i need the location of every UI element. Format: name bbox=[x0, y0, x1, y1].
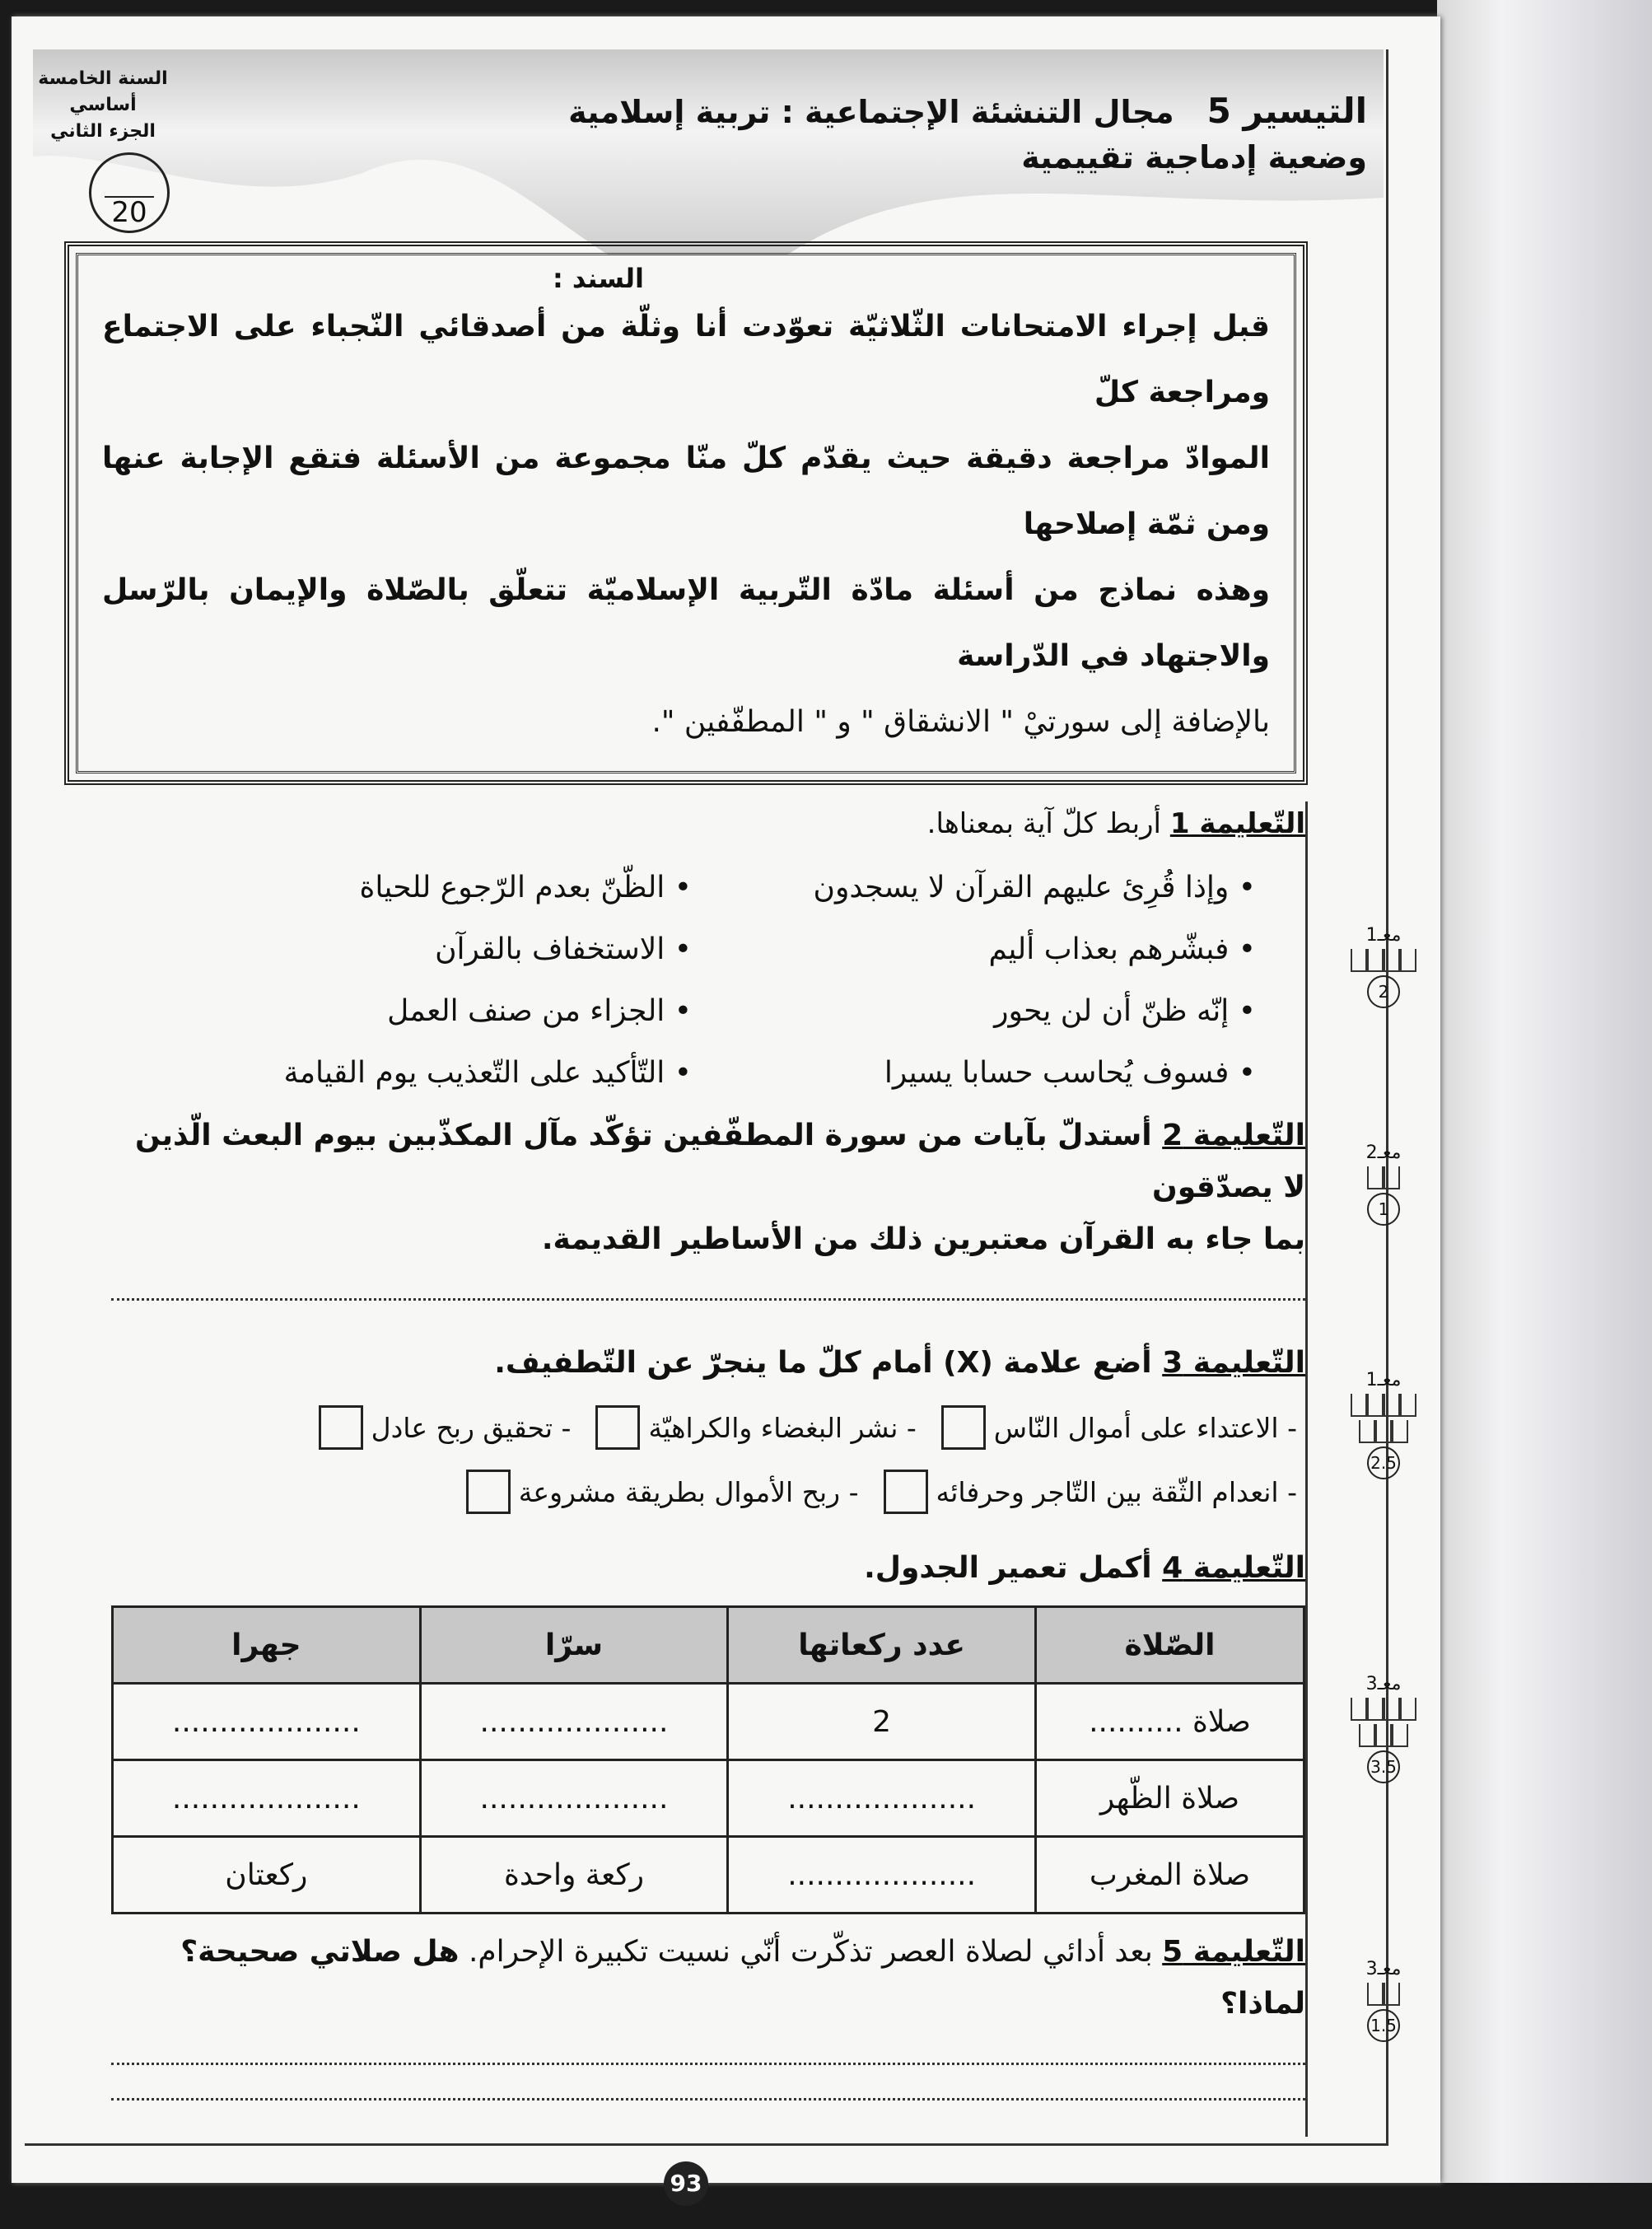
meaning-item[interactable]: • التّأكيد على التّعذيب يوم القيامة bbox=[283, 1056, 692, 1091]
page-number: 93 bbox=[664, 2161, 708, 2206]
passage-line: الموادّ مراجعة دقيقة حيث يقدّم كلّ منّا مجموعة من الأسئلة فتقع الإجابة عنها ومن ثمّة إصلاحها bbox=[102, 442, 1270, 541]
criterion-mark: معـ1 2.5 bbox=[1338, 1370, 1429, 1479]
q2-section bbox=[111, 1110, 1402, 1337]
q2-instruction: التّعليمة 2 أستدلّ بآيات من سورة المطفّفين تؤكّد مآل المكذّبين بيوم البعث الّذين لا يصدّقون bbox=[135, 1119, 1305, 1205]
q1-instruction: التّعليمة 1 أربط كلّ آية بمعناها. bbox=[926, 807, 1305, 840]
q4-section bbox=[111, 1542, 1402, 1926]
verse-item[interactable]: • وإذا قُرِئ عليهم القرآن لا يسجدون bbox=[813, 871, 1256, 905]
level-block bbox=[33, 66, 173, 145]
criterion-mark: معـ2 1 bbox=[1338, 1143, 1429, 1226]
checkbox[interactable] bbox=[941, 1405, 986, 1450]
q3-options bbox=[111, 1389, 1305, 1530]
criterion-mark: معـ1 2 bbox=[1338, 925, 1429, 1008]
page-stack-edge bbox=[1437, 0, 1652, 2183]
option: - تحقيق ربح عادل bbox=[319, 1405, 572, 1450]
content-column bbox=[64, 241, 1402, 2206]
meaning-item[interactable]: • الجزاء من صنف العمل bbox=[387, 994, 692, 1029]
domain-title: مجال التنشئة الإجتماعية : تربية إسلامية bbox=[568, 94, 1174, 130]
option: - نشر البغضاء والكراهيّة bbox=[595, 1405, 916, 1450]
table-row: صلاة المغرب .................... ركعة واحدة ركعتان bbox=[113, 1837, 1304, 1914]
q4-instruction: التّعليمة 4 أكمل تعمير الجدول. bbox=[864, 1551, 1305, 1586]
page-title: وضعية إدماجية تقييمية bbox=[1021, 139, 1367, 175]
checkbox[interactable] bbox=[466, 1470, 511, 1514]
passage-line: بالإضافة إلى سورتيْ " الانشقاق " و " المطفّفين ". bbox=[651, 705, 1270, 739]
meaning-item[interactable]: • الاستخفاف بالقرآن bbox=[435, 932, 692, 967]
answer-line[interactable] bbox=[111, 1298, 1305, 1301]
header bbox=[198, 91, 1367, 175]
q5-instruction: التّعليمة 5 بعد أدائي لصلاة العصر تذكّرت أنّي نسيت تكبيرة الإحرام. هل صلاتي صحيحة؟ لماذا؟ bbox=[180, 1935, 1305, 2021]
table-row: صلاة الظّهر .................... .................... .................... bbox=[113, 1760, 1304, 1837]
questions-area bbox=[93, 801, 1402, 2137]
verse-item[interactable]: • فسوف يُحاسب حسابا يسيرا bbox=[884, 1056, 1256, 1091]
brand-logo: التيسير 5 bbox=[1206, 91, 1367, 131]
answer-line[interactable] bbox=[111, 2098, 1305, 2100]
answer-line[interactable] bbox=[111, 2063, 1305, 2065]
passage-frame bbox=[64, 241, 1308, 785]
option: - ربح الأموال بطريقة مشروعة bbox=[466, 1470, 859, 1514]
checkbox[interactable] bbox=[319, 1405, 363, 1450]
q2-line2: بما جاء به القرآن معتبرين ذلك من الأساطير القديمة. bbox=[541, 1222, 1305, 1257]
option: - انعدام الثّقة بين التّاجر وحرفائه bbox=[884, 1470, 1297, 1514]
q3-instruction: التّعليمة 3 أضع علامة (X) أمام كلّ ما ينجرّ عن التّطفيف. bbox=[494, 1346, 1305, 1381]
q3-section bbox=[111, 1337, 1402, 1542]
matching-pairs bbox=[111, 846, 1305, 1098]
q1-section bbox=[111, 801, 1402, 1110]
option: - الاعتداء على أموال النّاس bbox=[941, 1405, 1297, 1450]
table-row: صلاة .......... 2 .................... .................... bbox=[113, 1684, 1304, 1760]
verse-item[interactable]: • فبشّرهم بعذاب أليم bbox=[988, 932, 1256, 967]
level-label: السنة الخامسة أساسي bbox=[38, 68, 168, 115]
meaning-item[interactable]: • الظّنّ بعدم الرّجوع للحياة bbox=[359, 871, 692, 905]
q5-section bbox=[111, 1926, 1402, 2137]
verse-item[interactable]: • إنّه ظنّ أن لن يحور bbox=[994, 994, 1256, 1029]
passage-label: السند : bbox=[552, 263, 644, 294]
criterion-mark: معـ3 3.5 bbox=[1338, 1674, 1429, 1783]
table-header: الصّلاة عدد ركعاتها سرّا جهرا bbox=[113, 1607, 1304, 1684]
total-score: 20 bbox=[89, 152, 170, 233]
prayer-table bbox=[111, 1605, 1305, 1914]
part-label: الجزء الثاني bbox=[50, 121, 156, 142]
checkbox[interactable] bbox=[595, 1405, 640, 1450]
criterion-mark: معـ3 1.5 bbox=[1338, 1959, 1429, 2042]
passage-line: قبل إجراء الامتحانات الثّلاثيّة تعوّدت أنا وثلّة من أصدقائي النّجباء على الاجتماع ومراجعة كلّ bbox=[102, 310, 1270, 409]
checkbox[interactable] bbox=[884, 1470, 928, 1514]
passage-line: وهذه نماذج من أسئلة مادّة التّربية الإسلاميّة تتعلّق بالصّلاة والإيمان بالرّسل والاجتهاد في الدّراسة bbox=[102, 573, 1270, 673]
